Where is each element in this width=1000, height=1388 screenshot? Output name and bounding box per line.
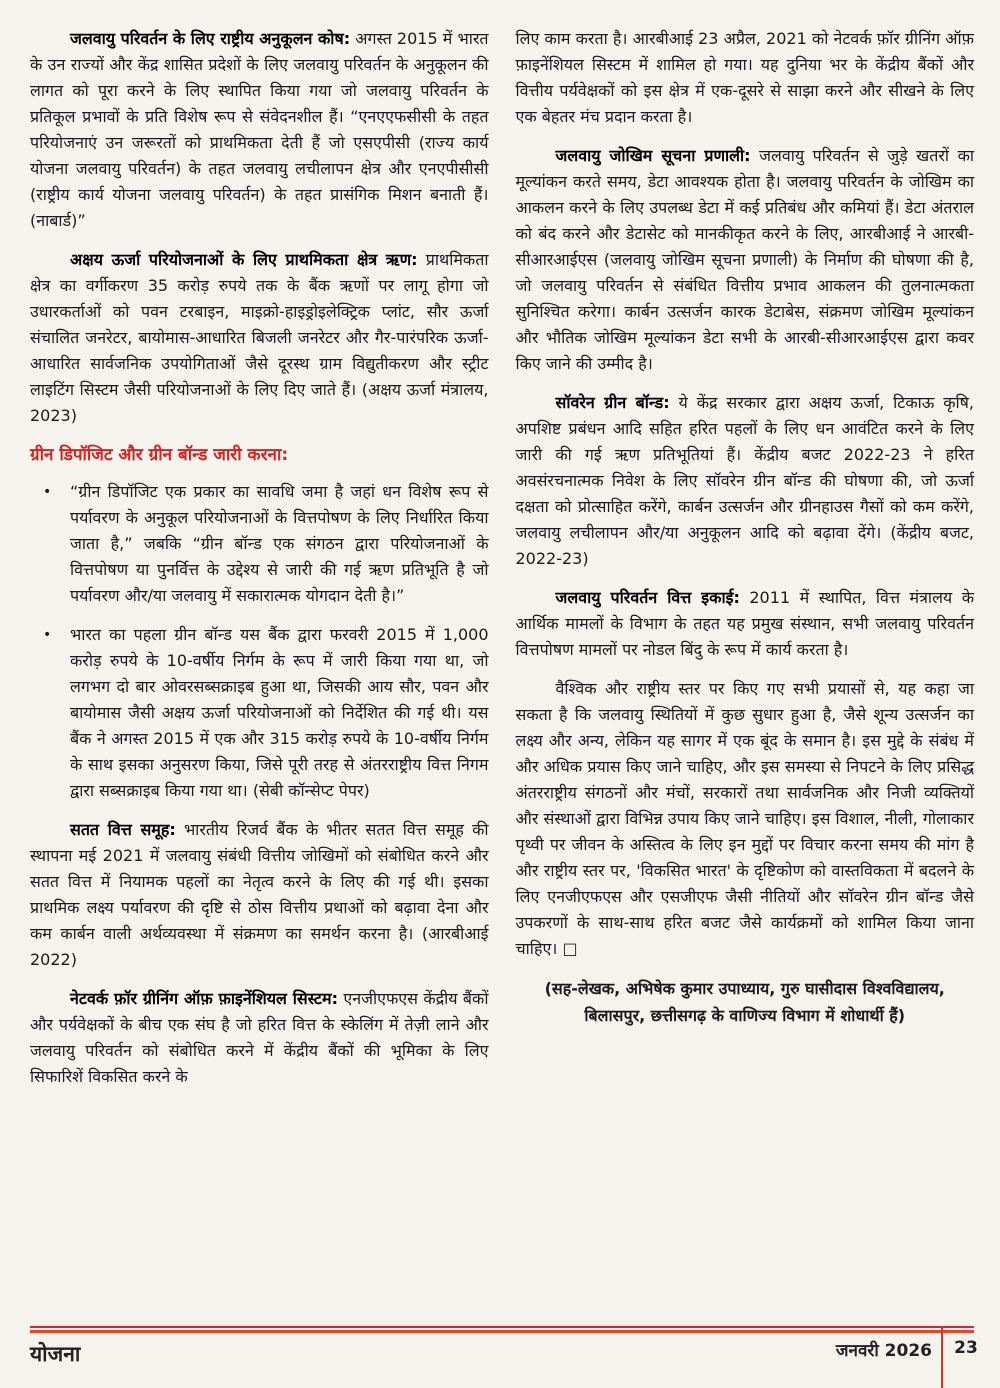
paragraph-lead: जलवायु परिवर्तन के लिए राष्ट्रीय अनुकूलन कोष: xyxy=(70,29,351,48)
paragraph-text: जलवायु परिवर्तन से जुड़े खतरों का मूल्यांकन करते समय, डेटा आवश्यक होता है। जलवायु परिवर्तन के जोखिम का आकलन करने के लिए उपलब्ध डेटा में कई प्रतिबंध और कमियां हैं। डेटा अंतराल को बंद करने और डेटासेट को मानकीकृत करने के लिए, आरबीआई ने आरबी-सीआरआईएस (जलवायु जोखिम सूचना प्रणाली) के निर्माण की घोषणा की है, जो जलवायु परिवर्तन से संबंधित वित्तीय प्रभाव आकलन की तुलनात्मकता सुनिश्चित करेगा। कार्बन उत्सर्जन कारक डेटाबेस, संक्रमण जोखिम मूल्यांकन और भौतिक जोखिम मूल्यांकन डेटा सभी के आरबी-सीआरआईएस द्वारा कवर किए जाने की उम्मीद है। xyxy=(515,146,974,373)
paragraph-sovereign-green-bonds xyxy=(516,390,975,572)
paragraph-lead: अक्षय ऊर्जा परियोजनाओं के लिए प्राथमिकता क्षेत्र ऋण: xyxy=(70,250,418,269)
paragraph-ngfs-continued xyxy=(516,26,975,130)
paragraph-text: ये केंद्र सरकार द्वारा अक्षय ऊर्जा, टिकाऊ कृषि, अपशिष्ट प्रबंधन आदि सहित हरित पहलों के लिए धन आवंटित करने के लिए जारी की गई ऋण प्रतिभूतियां हैं। केंद्रीय बजट 2022-23 ने हरित अवसंरचनात्मक निवेश के लिए सॉवरेन ग्रीन बॉन्ड की घोषणा की, जो ऊर्जा दक्षता को प्रोत्साहित करेंगे, कार्बन उत्सर्जन और ग्रीनहाउस गैसों को कम करेंगे, जलवायु लचीलापन और/या अनुकूलन आदि को बढ़ावा देंगे। (केंद्रीय बजट, 2022-23) xyxy=(515,393,974,568)
paragraph-naafcc xyxy=(30,26,489,234)
list-item xyxy=(30,479,489,609)
paragraph-sustainable-finance-group xyxy=(30,817,489,973)
paragraph-text: 2011 में स्थापित, वित्त मंत्रालय के आर्थिक मामलों के विभाग के तहत यह प्रमुख संस्थान, सभी जलवायु परिवर्तन वित्तपोषण मामलों पर नोडल बिंदु के रूप में कार्य करता है। xyxy=(515,588,975,659)
paragraph-climate-change-finance-unit xyxy=(516,585,975,663)
paragraph-text: लिए काम करता है। आरबीआई 23 अप्रैल, 2021 को नेटवर्क फ़ॉर ग्रीनिंग ऑफ़ फ़ाइनेंशियल सिस्टम में शामिल हो गया। यह दुनिया भर के केंद्रीय बैंकों और वित्तीय पर्यवेक्षकों को इस क्षेत्र में एक-दूसरे से साझा करने और सीखने के लिए एक बेहतर मंच प्रदान करता है। xyxy=(515,29,974,126)
paragraph-text: अगस्त 2015 में भारत के उन राज्यों और केंद्र शासित प्रदेशों के लिए जलवायु परिवर्तन के अनुकूलन की लागत को पूरा करने के लिए स्थापित किया गया जो जलवायु परिवर्तन के प्रतिकूल प्रभावों के प्रति विशेष रूप से संवेदनशील हैं। “एनएएफसीसी के तहत परियोजनाएं उन जरूरतों को प्राथमिकता देती हैं जो एसएपीसी (राज्य कार्य योजना जलवायु परिवर्तन) के तहत जलवायु लचीलापन क्षेत्र और एनएपीसीसी (राष्ट्रीय कार्य योजना जलवायु परिवर्तन) के तहत प्रासंगिक मिशन बनाती हैं। (नाबार्ड)” xyxy=(30,29,489,230)
issue-date: जनवरी 2026 xyxy=(835,1341,932,1361)
paragraph-lead: सॉवरेन ग्रीन बॉन्ड: xyxy=(555,393,670,412)
footer-rule-top xyxy=(30,1326,974,1328)
bullet-list xyxy=(30,479,489,804)
bullet-icon: • xyxy=(43,484,52,500)
section-heading-green-deposits: ग्रीन डिपॉजिट और ग्रीन बॉन्ड जारी करना: xyxy=(30,445,289,465)
magazine-title: योजना xyxy=(30,1342,81,1366)
paragraph-priority-sector-loans xyxy=(30,247,489,429)
bullet-text: “ग्रीन डिपॉजिट एक प्रकार का सावधि जमा है जहां धन विशेष रूप से पर्यावरण के अनुकूल परियोजनाओं के वित्तपोषण के लिए निर्धारित किया जाता है,” जबकि “ग्रीन बॉन्ड एक संगठन द्वारा परियोजनाओं के वित्तपोषण या पुनर्वित्त के उद्देश्य से जारी की गई ऋण प्रतिभूति है जो पर्यावरण और/या जलवायु में सकारात्मक योगदान देती है।” xyxy=(70,482,489,605)
paragraph-climate-risk-info-system xyxy=(516,143,975,377)
paragraph-lead: जलवायु जोखिम सूचना प्रणाली: xyxy=(555,146,751,165)
paragraph-text: एनजीएफएस केंद्रीय बैंकों और पर्यवेक्षकों के बीच एक संघ है जो हरित वित्त के स्केलिंग में तेज़ी लाने और जलवायु परिवर्तन को संबोधित करने में केंद्रीय बैंकों की भूमिका के लिए सिफारिशें विकसित करने के xyxy=(30,989,489,1086)
paragraph-text: वैश्विक और राष्ट्रीय स्तर पर किए गए सभी प्रयासों से, यह कहा जा सकता है कि जलवायु स्थितियों में कुछ सुधार हुआ है, जैसे शून्य उत्सर्जन का लक्ष्य और अन्य, लेकिन यह सागर में एक बूंद के समान है। इस मुद्दे के संबंध में और अधिक प्रयास किए जाने चाहिए, और इस समस्या से निपटने के लिए प्रसिद्ध अंतरराष्ट्रीय संगठनों और मंचों, सरकारों तथा सार्वजनिक और निजी व्यक्तियों और संस्थाओं द्वारा विभिन्न उपाय किए जाने चाहिए। इस विशाल, नीली, गोलाकार पृथ्वी पर जीवन के अस्तित्व के लिए इन मुद्दों पर विचार करना समय की मांग है और राष्ट्रीय स्तर पर, 'विकसित भारत' के दृष्टिकोण को वास्तविकता में बदलने के लिए एनजीएफएस और एसजीएफ जैसी नीतियों और सॉवरेन ग्रीन बॉन्ड जैसे उपकरणों के साथ-साथ हरित बजट जैसे कार्यक्रमों को शामिल किया जाना चाहिए। □ xyxy=(515,679,974,958)
page-number: 23 xyxy=(954,1338,978,1358)
bullet-text: भारत का पहला ग्रीन बॉन्ड यस बैंक द्वारा फरवरी 2015 में 1,000 करोड़ रुपये के 10-वर्षीय निर्गम के रूप में जारी किया गया था, जो लगभग दो बार ओवरसब्सक्राइब हुआ था, जिसकी आय सौर, पवन और बायोमास जैसी अक्षय ऊर्जा परियोजनाओं को निर्देशित की गई थी। यस बैंक ने अगस्त 2015 में एक और 315 करोड़ रुपये के 10-वर्षीय निर्गम के साथ इसका अनुसरण किया, जिसे पूरी तरह से अंतरराष्ट्रीय वित्त निगम द्वारा सब्सक्राइब किया गया था। (सेबी कॉन्सेप्ट पेपर) xyxy=(70,625,489,800)
right-column xyxy=(516,26,975,1103)
paragraph-ngfs xyxy=(30,986,489,1090)
paragraph-lead: जलवायु परिवर्तन वित्त इकाई: xyxy=(555,588,740,607)
bullet-icon: • xyxy=(43,627,52,643)
paragraph-text: भारतीय रिजर्व बैंक के भीतर सतत वित्त समूह की स्थापना मई 2021 में जलवायु संबंधी वित्तीय जोखिमों को संबोधित करने और सतत वित्त में नियामक पहलों का नेतृत्व करने के लिए की गई थी। इसका प्राथमिक लक्ष्य पर्यावरण की दृष्टि से ठोस वित्तीय प्रथाओं को बढ़ावा देना और कम कार्बन वाली अर्थव्यवस्था में संक्रमण का समर्थन करना है। (आरबीआई 2022) xyxy=(30,820,489,969)
paragraph-text: प्राथमिकता क्षेत्र का वर्गीकरण 35 करोड़ रुपये तक के बैंक ऋणों पर लागू होगा जो उधारकर्ताओं को पवन टरबाइन, माइक्रो-हाइड्रोइलेक्ट्रिक प्लांट, सौर ऊर्जा संचालित जनरेटर, बायोमास-आधारित बिजली जनरेटर और गैर-पारंपरिक ऊर्जा-आधारित सार्वजनिक उपयोगिताओं जैसे दूरस्थ ग्राम विद्युतीकरण और स्ट्रीट लाइटिंग सिस्टम जैसी परियोजनाओं के लिए दिए जाते हैं। (अक्षय ऊर्जा मंत्रालय, 2023) xyxy=(30,250,489,425)
footer-rule-bottom xyxy=(30,1330,974,1333)
paragraph-lead: नेटवर्क फ़ॉर ग्रीनिंग ऑफ़ फ़ाइनेंशियल सिस्टम: xyxy=(70,989,338,1008)
paragraph-lead: सतत वित्त समूह: xyxy=(70,820,176,839)
paragraph-conclusion xyxy=(516,676,975,962)
list-item xyxy=(30,622,489,804)
left-column xyxy=(30,26,489,1103)
author-credit: (सह-लेखक, अभिषेक कुमार उपाध्याय, गुरु घासीदास विश्वविद्यालय, बिलासपुर, छत्तीसगढ़ के वाणिज्य विभाग में शोधार्थी हैं) xyxy=(544,979,945,1025)
